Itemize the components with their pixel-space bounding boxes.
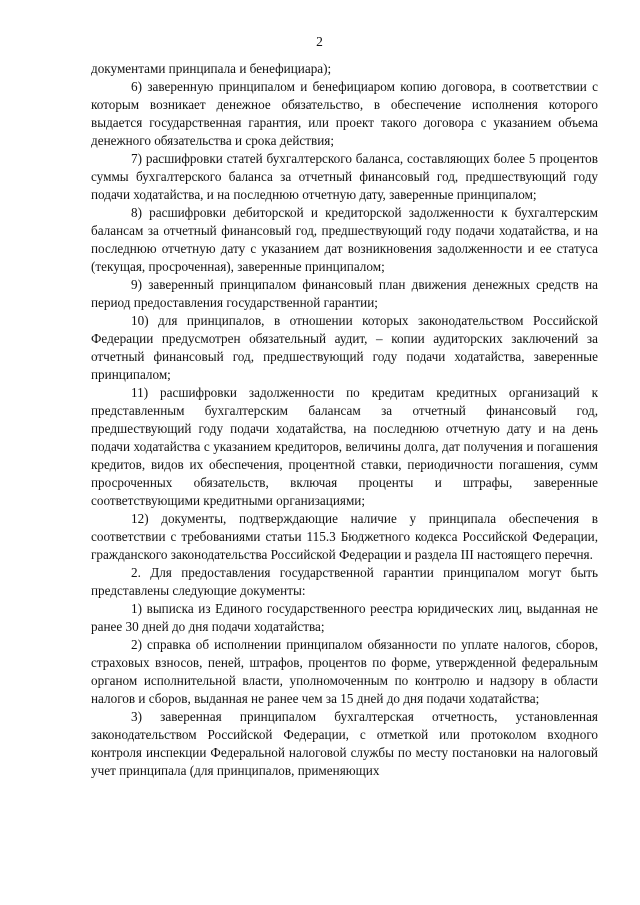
paragraph-item-10: 10) для принципалов, в отношении которых законодательством Российской Федерации предусмотрен обязательный аудит, – копии аудиторских заключений за отчетный финансовый год, предшествующий году подачи ходатайства, заверенные принципалом; (91, 313, 598, 382)
paragraph-item-6: 6) заверенную принципалом и бенефициаром копию договора, в соответствии с которым возникает денежное обязательство, в обеспечение исполнения которого выдается государственная гарантия, или проект такого договора с указанием объема денежного обязательства и срока действия; (91, 79, 598, 148)
paragraph-item-11: 11) расшифровки задолженности по кредитам кредитных организаций к представленным бухгалтерским балансам за отчетный финансовый год, предшествующий году подачи ходатайства, на последнюю отчетную дату и на день подачи ходатайства с указанием кредиторов, величины долга, дат получения и погашения кредитов, видов их обеспечения, процентной ставки, периодичности погашения, сумм просроченных обязательств, включая проценты и штрафы, заверенные соответствующими кредитными организациями; (91, 385, 598, 508)
paragraph-item-9: 9) заверенный принципалом финансовый план движения денежных средств на период предоставления государственной гарантии; (91, 277, 598, 310)
paragraph-item-12: 12) документы, подтверждающие наличие у принципала обеспечения в соответствии с требованиями статьи 115.3 Бюджетного кодекса Российской Федерации, гражданского законодательства Российской Федерации и раздела III настоящего перечня. (91, 511, 598, 562)
paragraph-item-7: 7) расшифровки статей бухгалтерского баланса, составляющих более 5 процентов суммы бухгалтерского баланса за отчетный финансовый год, предшествующий году подачи ходатайства, и на последнюю отчетную дату, заверенные принципалом; (91, 151, 598, 202)
paragraph-section-2: 2. Для предоставления государственной гарантии принципалом могут быть представлены следующие документы: (91, 565, 598, 598)
paragraph-item-8: 8) расшифровки дебиторской и кредиторской задолженности к бухгалтерским балансам за отчетный финансовый год, предшествующий году подачи ходатайства, и на последнюю отчетную дату с указанием дат возникновения задолженности и ее статуса (текущая, просроченная), заверенные принципалом; (91, 205, 598, 274)
paragraph-section-2-item-1: 1) выписка из Единого государственного реестра юридических лиц, выданная не ранее 30 дней до дня подачи ходатайства; (91, 601, 598, 634)
paragraph-continuation: документами принципала и бенефициара); (91, 61, 332, 76)
page-number: 2 (316, 34, 323, 49)
paragraph-section-2-item-3: 3) заверенная принципалом бухгалтерская отчетность, установленная законодательством Российской Федерации, с отметкой или протоколом входного контроля инспекции Федеральной налоговой службы по месту постановки на налоговый учет принципала (для принципалов, применяющих (91, 709, 598, 778)
paragraph-section-2-item-2: 2) справка об исполнении принципалом обязанности по уплате налогов, сборов, страховых взносов, пеней, штрафов, процентов по форме, утвержденной федеральным органом исполнительной власти, уполномоченным по контролю и надзору в области налогов и сборов, выданная не ранее чем за 15 дней до дня подачи ходатайства; (91, 637, 598, 706)
